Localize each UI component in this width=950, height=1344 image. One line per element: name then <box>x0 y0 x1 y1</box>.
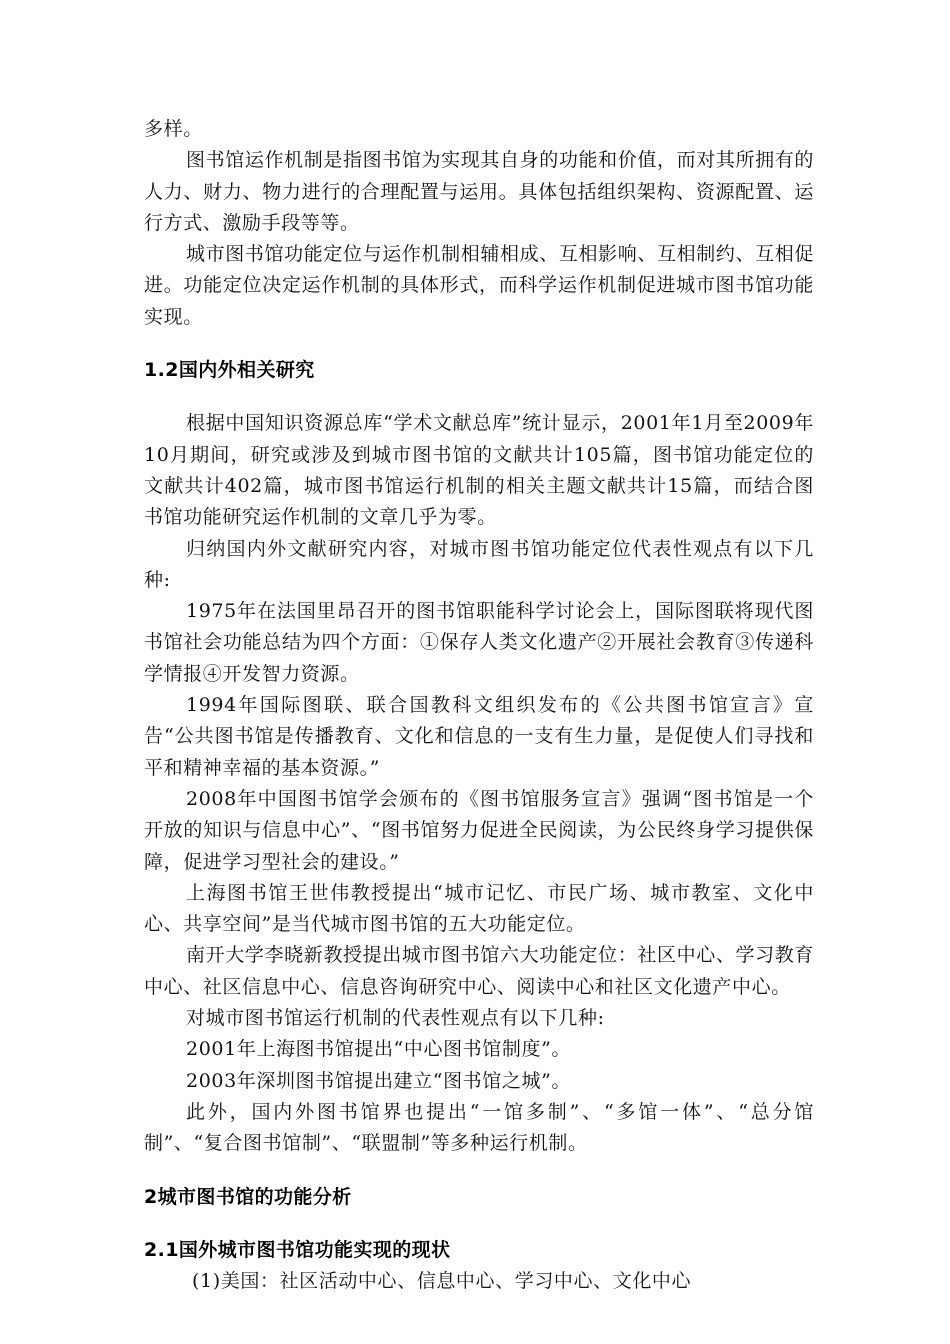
paragraph-li-xiaoxin: 南开大学李晓新教授提出城市图书馆六大功能定位：社区中心、学习教育中心、社区信息中心、信息咨询研究中心、阅读中心和社区文化遗产中心。 <box>144 944 814 998</box>
paragraph-usa-functions: (1)美国：社区活动中心、信息中心、学习中心、文化中心 <box>192 1270 692 1293</box>
paragraph-2008-declaration: 2008年中国图书馆学会颁布的《图书馆服务宣言》强调“图书馆是一个开放的知识与信息中心”、“图书馆努力促进全民阅读，为公民终身学习提供保障，促进学习型社会的建设。” <box>144 787 814 873</box>
paragraph-operating-mechanism-definition: 图书馆运作机制是指图书馆为实现其自身的功能和价值，而对其所拥有的人力、财力、物力进行的合理配置与运用。具体包括组织架构、资源配置、运行方式、激励手段等等。 <box>144 149 814 234</box>
chapter-heading-2: 2城市图书馆的功能分析 <box>144 1185 352 1208</box>
paragraph-mechanism-views-intro: 对城市图书馆运行机制的代表性观点有以下几种: <box>186 1007 605 1030</box>
paragraph-wang-shiwei: 上海图书馆王世伟教授提出“城市记忆、市民广场、城市教室、文化中心、共享空间”是当代城市图书馆的五大功能定位。 <box>144 881 814 936</box>
paragraph-1975-ifla: 1975年在法国里昂召开的图书馆职能科学讨论会上，国际图联将现代图书馆社会功能总结为四个方面：①保存人类文化遗产②开展社会教育③传递科学情报④开发智力资源。 <box>144 600 814 685</box>
paragraph-function-views-intro: 归纳国内外文献研究内容，对城市图书馆功能定位代表性观点有以下几种: <box>144 537 814 591</box>
paragraph-2003-shenzhen: 2003年深圳图书馆提出建立“图书馆之城”。 <box>186 1069 571 1092</box>
section-heading-1-2: 1.2国内外相关研究 <box>144 359 315 382</box>
document-page <box>144 114 814 1297</box>
paragraph-function-mechanism-relation: 城市图书馆功能定位与运作机制相辅相成、互相影响、互相制约、互相促进。功能定位决定运作机制的具体形式，而科学运作机制促进城市图书馆功能实现。 <box>144 243 814 328</box>
paragraph-other-mechanisms: 此外，国内外图书馆界也提出“一馆多制”、“多馆一体”、“总分馆制”、“复合图书馆制”、“联盟制”等多种运行机制。 <box>144 1100 814 1155</box>
paragraph-1994-manifesto: 1994年国际图联、联合国教科文组织发布的《公共图书馆宣言》宣告“公共图书馆是传播教育、文化和信息的一支有生力量，是促使人们寻找和平和精神幸福的基本资源。” <box>144 694 814 779</box>
paragraph-2001-shanghai: 2001年上海图书馆提出“中心图书馆制度”。 <box>186 1038 571 1061</box>
section-heading-2-1: 2.1国外城市图书馆功能实现的现状 <box>144 1238 451 1261</box>
paragraph-literature-statistics: 根据中国知识资源总库“学术文献总库”统计显示，2001年1月至2009年10月期间，研究或涉及到城市图书馆的文献共计105篇，图书馆功能定位的文献共计402篇，城市图书馆运行机制的相关主题文献共计15篇，而结合图书馆功能研究运作机制的文章几乎为零。 <box>144 412 814 529</box>
paragraph-continuation: 多样。 <box>144 118 203 140</box>
